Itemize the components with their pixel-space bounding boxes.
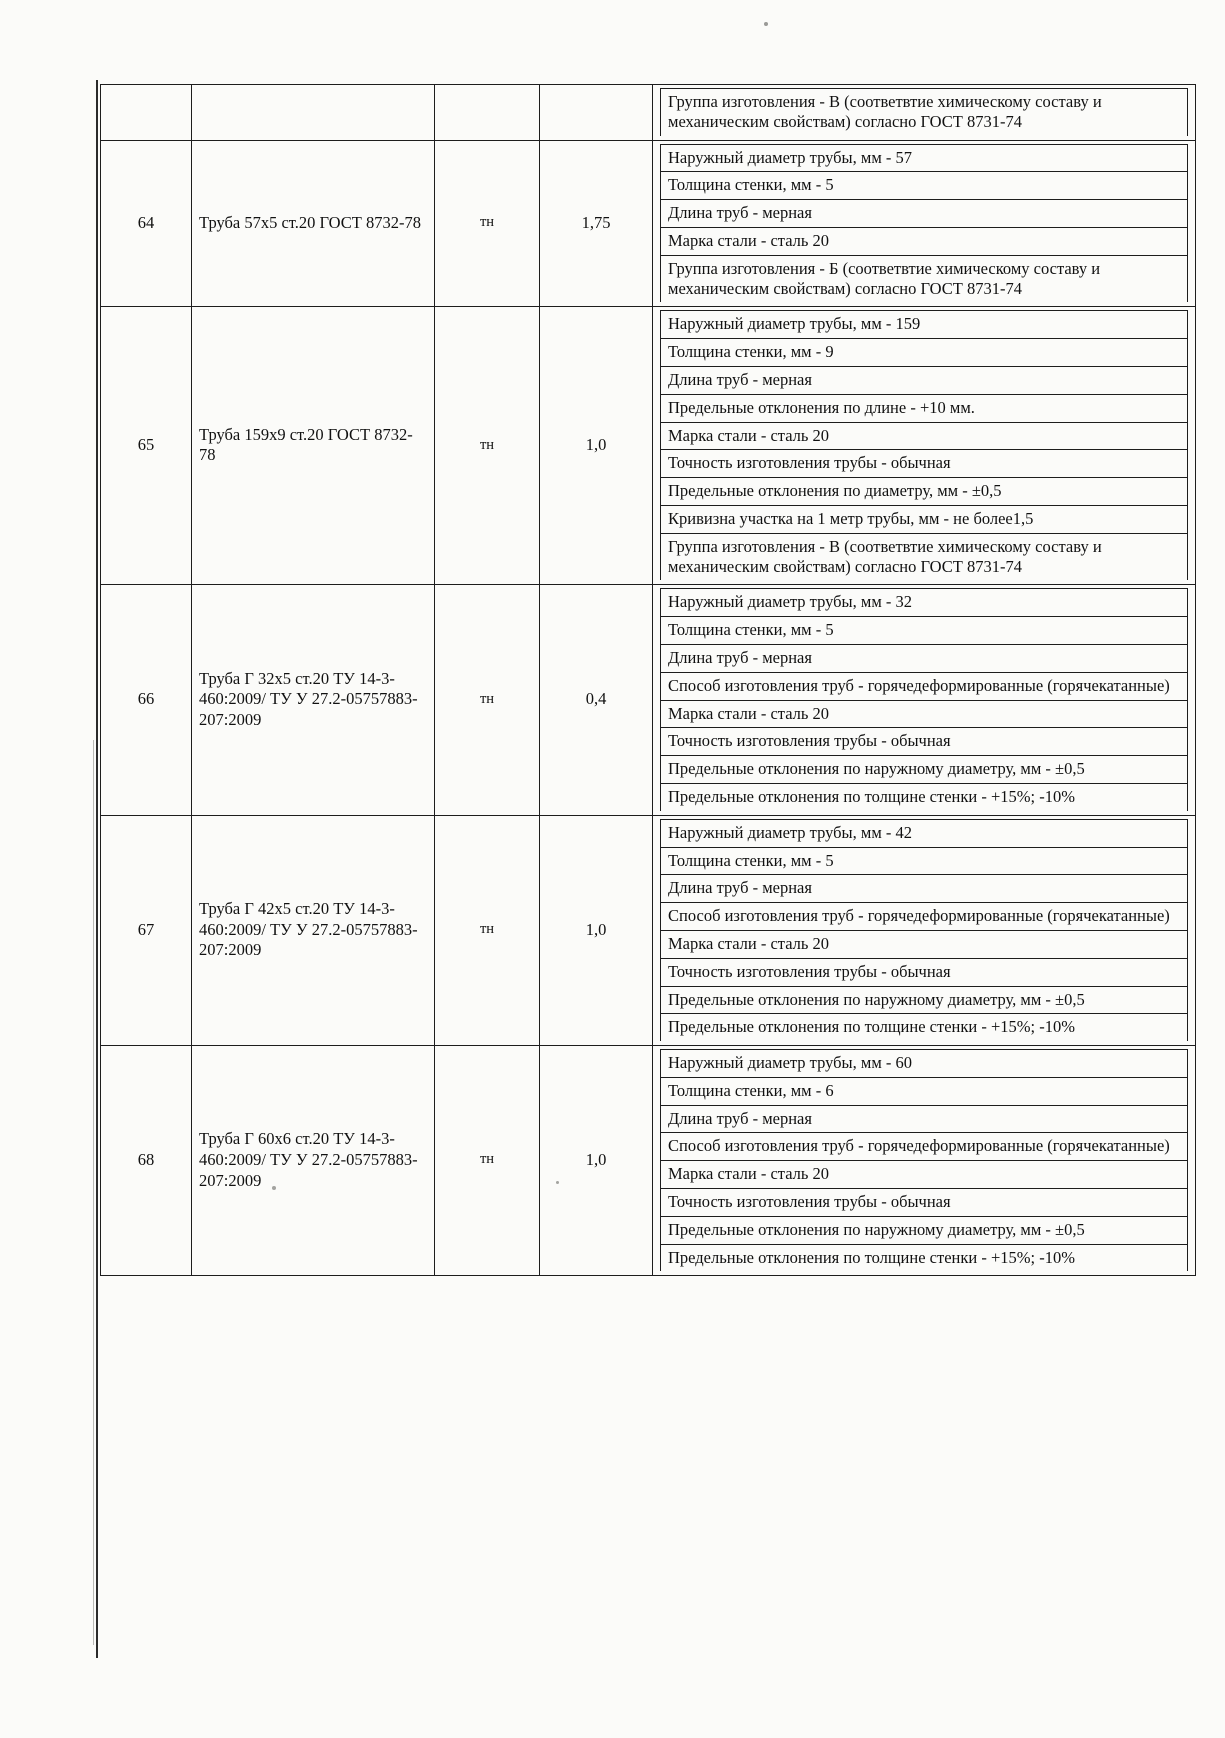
spec-row xyxy=(661,1133,1188,1161)
spec-row xyxy=(661,311,1188,339)
spec-row xyxy=(661,958,1188,986)
spec-text: Толщина стенки, мм - 9 xyxy=(661,339,1188,367)
row-unit: тн xyxy=(435,1046,540,1276)
spec-row xyxy=(661,366,1188,394)
spec-text: Наружный диаметр трубы, мм - 159 xyxy=(661,311,1188,339)
table-left-border xyxy=(96,80,98,1658)
spec-row xyxy=(661,394,1188,422)
spec-text: Длина труб - мерная xyxy=(661,366,1188,394)
row-number: 64 xyxy=(101,140,192,307)
spec-row xyxy=(661,1216,1188,1244)
row-item-name: Труба Г 32х5 ст.20 ТУ 14-3-460:2009/ ТУ У 27.2-05757883-207:2009 xyxy=(192,585,435,815)
spec-row xyxy=(661,930,1188,958)
row-number: 66 xyxy=(101,585,192,815)
spec-row xyxy=(661,200,1188,228)
spec-row xyxy=(661,1105,1188,1133)
row-number: 68 xyxy=(101,1046,192,1276)
spec-row xyxy=(661,450,1188,478)
spec-text: Точность изготовления трубы - обычная xyxy=(661,958,1188,986)
row-number: 67 xyxy=(101,815,192,1045)
spec-list xyxy=(660,588,1188,810)
row-unit: тн xyxy=(435,585,540,815)
spec-text: Предельные отклонения по наружному диаметру, мм - ±0,5 xyxy=(661,986,1188,1014)
spec-row xyxy=(661,1014,1188,1041)
spec-text: Марка стали - сталь 20 xyxy=(661,227,1188,255)
spec-row xyxy=(661,819,1188,847)
spec-cell xyxy=(653,1046,1196,1276)
spec-text: Способ изготовления труб - горячедеформированные (горячекатанные) xyxy=(661,903,1188,931)
spec-text: Марка стали - сталь 20 xyxy=(661,422,1188,450)
row-unit xyxy=(435,85,540,141)
table-row xyxy=(101,815,1196,1045)
spec-text: Точность изготовления трубы - обычная xyxy=(661,450,1188,478)
row-quantity xyxy=(540,85,653,141)
row-quantity: 1,0 xyxy=(540,815,653,1045)
spec-cell xyxy=(653,85,1196,141)
spec-text: Толщина стенки, мм - 5 xyxy=(661,172,1188,200)
table-body xyxy=(101,85,1196,1276)
spec-text: Предельные отклонения по толщине стенки - +15%; -10% xyxy=(661,1014,1188,1041)
spec-text: Группа изготовления - Б (соответвтие химическому составу и механическим свойствам) согласно ГОСТ 8731-74 xyxy=(661,255,1188,302)
spec-text: Предельные отклонения по толщине стенки - +15%; -10% xyxy=(661,783,1188,810)
spec-row xyxy=(661,728,1188,756)
table-row xyxy=(101,140,1196,307)
row-item-name: Труба 57х5 ст.20 ГОСТ 8732-78 xyxy=(192,140,435,307)
scan-speck xyxy=(764,22,768,26)
spec-cell xyxy=(653,307,1196,585)
spec-row xyxy=(661,1189,1188,1217)
spec-text: Длина труб - мерная xyxy=(661,1105,1188,1133)
row-quantity: 1,0 xyxy=(540,1046,653,1276)
page-margin-line xyxy=(93,740,94,1645)
spec-list xyxy=(660,819,1188,1041)
spec-cell xyxy=(653,585,1196,815)
row-item-name: Труба 159х9 ст.20 ГОСТ 8732-78 xyxy=(192,307,435,585)
spec-row xyxy=(661,1050,1188,1078)
spec-row xyxy=(661,617,1188,645)
spec-text: Марка стали - сталь 20 xyxy=(661,700,1188,728)
spec-row xyxy=(661,533,1188,580)
spec-row xyxy=(661,339,1188,367)
spec-text: Наружный диаметр трубы, мм - 60 xyxy=(661,1050,1188,1078)
spec-text: Предельные отклонения по наружному диаметру, мм - ±0,5 xyxy=(661,756,1188,784)
spec-row xyxy=(661,644,1188,672)
spec-list xyxy=(660,1049,1188,1271)
spec-row xyxy=(661,505,1188,533)
spec-row xyxy=(661,875,1188,903)
spec-text: Марка стали - сталь 20 xyxy=(661,1161,1188,1189)
spec-text: Предельные отклонения по толщине стенки - +15%; -10% xyxy=(661,1244,1188,1271)
spec-text: Кривизна участка на 1 метр трубы, мм - не более1,5 xyxy=(661,505,1188,533)
spec-text: Наружный диаметр трубы, мм - 32 xyxy=(661,589,1188,617)
spec-text: Группа изготовления - В (соответвтие химическому составу и механическим свойствам) согласно ГОСТ 8731-74 xyxy=(661,89,1188,136)
row-unit: тн xyxy=(435,307,540,585)
spec-row xyxy=(661,589,1188,617)
row-item-name xyxy=(192,85,435,141)
spec-row xyxy=(661,227,1188,255)
spec-row xyxy=(661,89,1188,136)
row-quantity: 1,75 xyxy=(540,140,653,307)
spec-row xyxy=(661,986,1188,1014)
spec-text: Предельные отклонения по наружному диаметру, мм - ±0,5 xyxy=(661,1216,1188,1244)
table-row xyxy=(101,585,1196,815)
row-unit: тн xyxy=(435,815,540,1045)
spec-row xyxy=(661,903,1188,931)
spec-list xyxy=(660,310,1188,580)
spec-text: Способ изготовления труб - горячедеформированные (горячекатанные) xyxy=(661,672,1188,700)
spec-row xyxy=(661,172,1188,200)
spec-text: Наружный диаметр трубы, мм - 42 xyxy=(661,819,1188,847)
table-row xyxy=(101,1046,1196,1276)
spec-text: Марка стали - сталь 20 xyxy=(661,930,1188,958)
spec-list xyxy=(660,88,1188,136)
spec-row xyxy=(661,700,1188,728)
spec-text: Длина труб - мерная xyxy=(661,644,1188,672)
row-number: 65 xyxy=(101,307,192,585)
spec-text: Точность изготовления трубы - обычная xyxy=(661,1189,1188,1217)
specification-table xyxy=(100,84,1196,1276)
spec-row xyxy=(661,847,1188,875)
row-item-name: Труба Г 42х5 ст.20 ТУ 14-3-460:2009/ ТУ У 27.2-05757883-207:2009 xyxy=(192,815,435,1045)
row-number xyxy=(101,85,192,141)
table-row xyxy=(101,85,1196,141)
spec-row xyxy=(661,478,1188,506)
spec-row xyxy=(661,672,1188,700)
spec-text: Длина труб - мерная xyxy=(661,200,1188,228)
row-unit: тн xyxy=(435,140,540,307)
row-quantity: 0,4 xyxy=(540,585,653,815)
spec-cell xyxy=(653,815,1196,1045)
spec-text: Наружный диаметр трубы, мм - 57 xyxy=(661,144,1188,172)
spec-row xyxy=(661,144,1188,172)
spec-row xyxy=(661,1244,1188,1271)
spec-row xyxy=(661,756,1188,784)
spec-row xyxy=(661,1077,1188,1105)
spec-text: Толщина стенки, мм - 5 xyxy=(661,617,1188,645)
spec-row xyxy=(661,422,1188,450)
spec-cell xyxy=(653,140,1196,307)
row-item-name: Труба Г 60х6 ст.20 ТУ 14-3-460:2009/ ТУ У 27.2-05757883-207:2009 xyxy=(192,1046,435,1276)
spec-text: Способ изготовления труб - горячедеформированные (горячекатанные) xyxy=(661,1133,1188,1161)
spec-text: Группа изготовления - В (соответвтие химическому составу и механическим свойствам) согласно ГОСТ 8731-74 xyxy=(661,533,1188,580)
spec-text: Предельные отклонения по длине - +10 мм. xyxy=(661,394,1188,422)
spec-row xyxy=(661,783,1188,810)
spec-row xyxy=(661,1161,1188,1189)
spec-text: Толщина стенки, мм - 6 xyxy=(661,1077,1188,1105)
table-row xyxy=(101,307,1196,585)
spec-text: Толщина стенки, мм - 5 xyxy=(661,847,1188,875)
spec-text: Предельные отклонения по диаметру, мм - ±0,5 xyxy=(661,478,1188,506)
spec-list xyxy=(660,144,1188,303)
spec-text: Точность изготовления трубы - обычная xyxy=(661,728,1188,756)
spec-text: Длина труб - мерная xyxy=(661,875,1188,903)
row-quantity: 1,0 xyxy=(540,307,653,585)
spec-row xyxy=(661,255,1188,302)
